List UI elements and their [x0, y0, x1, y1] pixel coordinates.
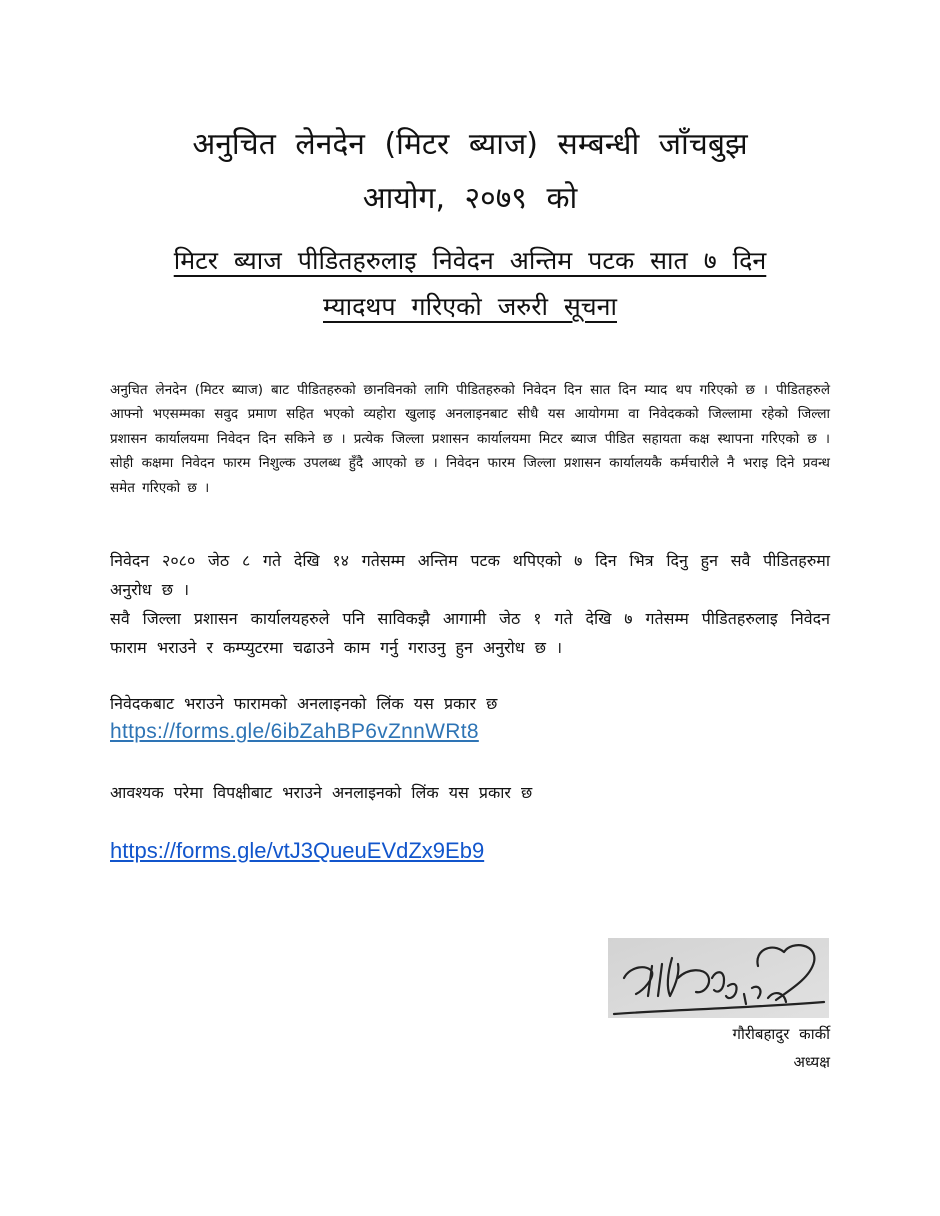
notice-paragraphs-2-3 — [110, 546, 830, 662]
notice-paragraph-3: सवै जिल्ला प्रशासन कार्यालयहरुले पनि साविकझै आगामी जेठ १ गते देखि ७ गतेसम्म पीडितहरुलाइ निवेदन फाराम भराउने र कम्प्युटरमा चढाउने काम गर्नु गराउनु हुन अनुरोध छ । — [110, 609, 830, 657]
respondent-form-link[interactable]: https://forms.gle/vtJ3QueuEVdZx9Eb9 — [110, 838, 485, 863]
subtitle-line-2: म्यादथप गरिएको जरुरी सूचना — [323, 292, 617, 321]
title-line-1: अनुचित लेनदेन (मिटर ब्याज) सम्बन्धी जाँचबुझ — [192, 127, 748, 162]
subtitle-line-1: मिटर ब्याज पीडितहरुलाइ निवेदन अन्तिम पटक सात ७ दिन — [173, 246, 767, 275]
notice-subtitle — [110, 238, 830, 330]
signatory-position: अध्यक्ष — [793, 1053, 830, 1071]
notice-title — [110, 118, 830, 226]
notice-paragraph-2: निवेदन २०८० जेठ ८ गते देखि १४ गतेसम्म अन्तिम पटक थपिएको ७ दिन भित्र दिनु हुन सवै पीडितहरुमा अनुरोध छ । — [110, 551, 830, 599]
respondent-link-label: आवश्यक परेमा विपक्षीबाट भराउने अनलाइनको लिंक यस प्रकार छ — [110, 783, 533, 802]
applicant-form-link[interactable]: https://forms.gle/6ibZahBP6vZnnWRt8 — [110, 720, 479, 743]
handwritten-signature — [608, 938, 829, 1018]
title-line-2: आयोग, २०७९ को — [362, 181, 578, 216]
notice-paragraph-1: अनुचित लेनदेन (मिटर ब्याज) बाट पीडितहरुको छानविनको लागि पीडितहरुको निवेदन दिन सात दिन म्याद थप गरिएको छ । पीडितहरुले आफ्नो भएसम्मका सवुद प्रमाण सहित भएको व्यहोरा खुलाइ अनलाइनबाट सीधै यस आयोगमा वा निवेदकको जिल्लामा रहेको जिल्ला प्रशासन कार्यालयमा निवेदन दिन सकिने छ । प्रत्येक जिल्ला प्रशासन कार्यालयमा मिटर ब्याज पीडित सहायता कक्ष स्थापना गरिएको छ । सोही कक्षमा निवेदन फारम निशुल्क उपलब्ध हुँदै आएको छ । निवेदन फारम जिल्ला प्रशासन कार्यालयकै कर्मचारीले नै भराइ दिने प्रवन्ध समेत गरिएको छ । — [110, 382, 830, 496]
applicant-link-label: निवेदकबाट भराउने फारामको अनलाइनको लिंक यस प्रकार छ — [110, 694, 498, 713]
signatory-name: गौरीबहादुर कार्की — [732, 1025, 830, 1043]
